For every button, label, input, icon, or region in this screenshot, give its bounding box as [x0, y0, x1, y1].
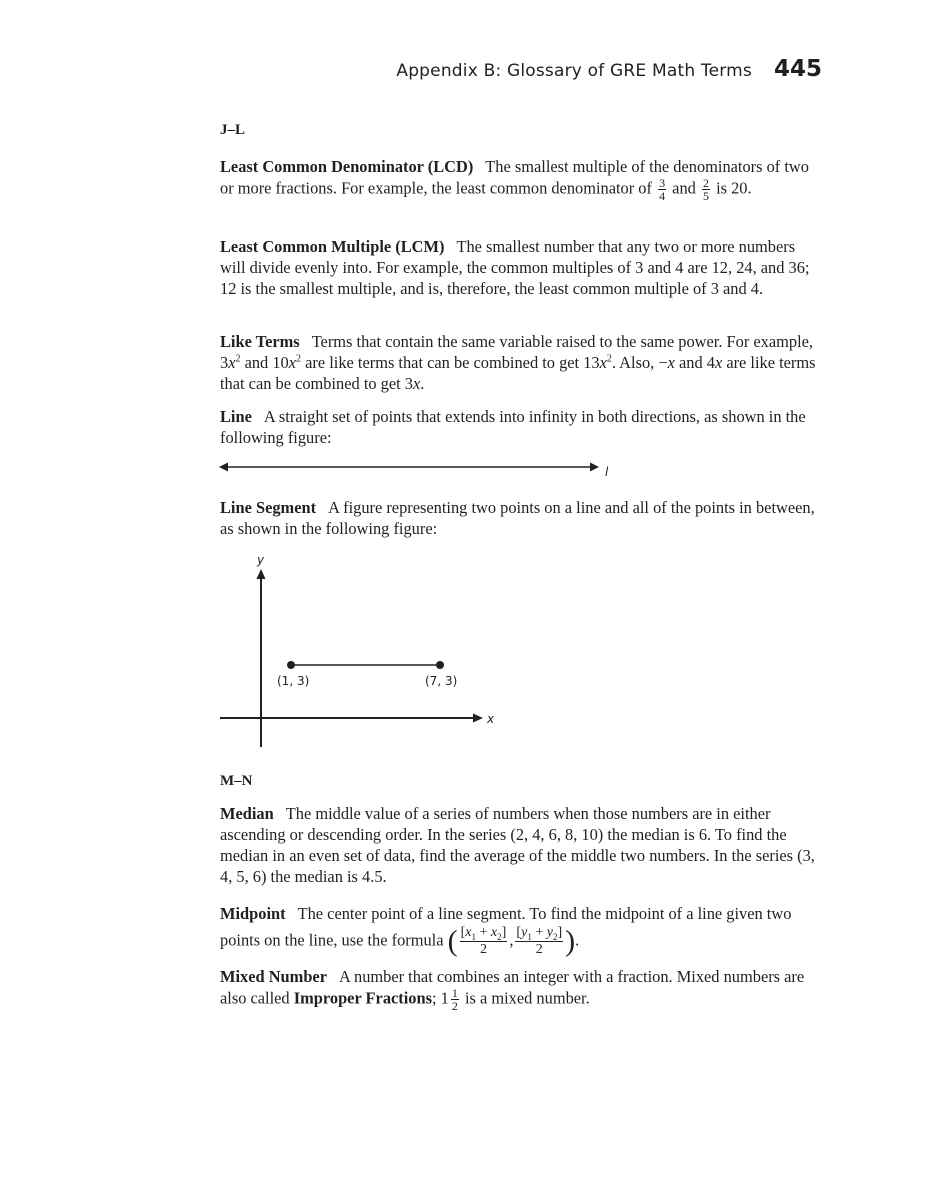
comma: ,	[509, 930, 514, 950]
fraction-x-mid	[460, 925, 508, 958]
improper-fractions: Improper Fractions	[293, 988, 432, 1008]
entry-like-terms	[220, 331, 822, 394]
term-like-terms: Like Terms	[220, 332, 300, 351]
endpoint-2-label: (7, 3)	[425, 674, 458, 688]
frac-den: 2	[479, 942, 487, 957]
frac-den: 5	[702, 189, 709, 203]
x-axis-label: x	[487, 712, 495, 726]
subscript: 2	[497, 931, 502, 942]
mixed-text-b: ; 1	[432, 988, 449, 1008]
mixed-text-c: is a mixed number.	[460, 988, 590, 1008]
like-text: are like terms that can be combined to get 13	[301, 353, 600, 372]
entry-midpoint	[220, 902, 822, 958]
var-x: x	[599, 353, 607, 372]
page-number: 445	[773, 56, 822, 82]
line-label: l	[605, 465, 609, 479]
fraction-1-2	[451, 987, 459, 1012]
y-arrowhead	[257, 569, 266, 579]
var-x: x	[288, 353, 297, 372]
var-x2: x	[490, 925, 498, 940]
plus: +	[531, 925, 547, 940]
section-heading-mn: M–N	[220, 773, 253, 789]
subscript: 2	[552, 931, 558, 942]
entry-lcm	[220, 236, 822, 299]
x-arrowhead	[473, 714, 483, 723]
bracket: [	[516, 925, 522, 940]
term-midpoint: Midpoint	[220, 904, 286, 923]
like-text: .	[420, 374, 425, 393]
fraction-3-4	[658, 177, 666, 202]
entry-line	[220, 406, 822, 448]
frac-num: 3	[659, 176, 666, 190]
entry-median	[220, 803, 822, 887]
var-y1: y	[521, 925, 528, 940]
like-text: . Also, −	[611, 353, 668, 372]
line-segment-figure	[215, 550, 505, 755]
entry-mixed-number	[220, 966, 822, 1012]
like-text: are like terms that can be combined to get 3	[220, 353, 816, 393]
frac-den: 2	[535, 942, 543, 957]
lcd-text-b: is 20.	[716, 178, 752, 198]
subscript: 1	[471, 931, 477, 942]
subscript: 1	[527, 931, 532, 942]
fraction-y-mid	[515, 925, 563, 958]
endpoint-1-label: (1, 3)	[277, 674, 310, 688]
fraction-2-5	[702, 177, 710, 202]
exponent: 2	[296, 353, 302, 365]
line-text: A straight set of points that extends into infinity in both directions, as shown in the following figure:	[220, 407, 806, 447]
like-text: Terms that contain the same variable raised to the same power. For example, 3	[220, 332, 814, 372]
right-arrowhead	[590, 463, 599, 472]
like-text: and 10	[240, 353, 289, 372]
line-segment-text: A figure representing two points on a line and all of the points in between, as shown in the following figure:	[220, 498, 815, 538]
endpoint-2	[436, 661, 444, 669]
term-lcm: Least Common Multiple (LCM)	[220, 237, 445, 256]
bracket: [	[460, 925, 466, 940]
page-header	[396, 56, 822, 86]
term-mixed-number: Mixed Number	[220, 967, 327, 986]
var-x: x	[667, 353, 675, 372]
term-median: Median	[220, 804, 274, 823]
term-line: Line	[220, 407, 252, 426]
term-lcd: Least Common Denominator (LCD)	[220, 157, 474, 176]
lcd-text-a: The smallest multiple of the denominators of two or more fractions. For example, the least common denominator of	[220, 157, 809, 198]
lcd-and: and	[672, 178, 696, 198]
header-title: Appendix B: Glossary of GRE Math Terms	[396, 61, 752, 81]
exponent: 2	[235, 353, 241, 365]
term-line-segment: Line Segment	[220, 498, 317, 517]
frac-num	[460, 925, 508, 942]
var-x: x	[412, 374, 421, 393]
frac-num: 1	[451, 986, 458, 1000]
like-text: and 4	[674, 353, 715, 372]
line-figure	[215, 455, 625, 481]
period: .	[575, 930, 580, 950]
var-y2: y	[546, 925, 553, 940]
bracket: ]	[557, 925, 563, 940]
var-x1: x	[465, 925, 472, 940]
section-heading-jl: J–L	[220, 122, 246, 138]
lcm-text: The smallest number that any two or more numbers will divide evenly into. For example, the common multiples of 3 and 4 are 12, 24, and 36; 12 is the smallest multiple, and is, therefore, the least common multiple of 3 and 4.	[220, 237, 810, 298]
midpoint-text: The center point of a line segment. To find the midpoint of a line given two points on the line, use the formula	[220, 904, 792, 950]
entry-line-segment	[220, 497, 822, 539]
frac-den: 2	[451, 999, 458, 1013]
endpoint-1	[287, 661, 295, 669]
mixed-text-a: A number that combines an integer with a fraction. Mixed numbers are also called	[220, 967, 805, 1008]
var-x: x	[228, 353, 236, 372]
frac-num: 2	[702, 176, 709, 190]
left-arrowhead	[219, 463, 228, 472]
bracket: ]	[501, 925, 507, 940]
y-axis-label: y	[257, 553, 265, 567]
median-text: The middle value of a series of numbers when those numbers are in either ascending or descending order. In the series (2, 4, 6, 8, 10) the median is 6. To find the median in an even set of data, find the average of the middle two numbers. In the series (3, 4, 5, 6) the median is 4.5.	[220, 804, 815, 886]
open-paren: (	[447, 924, 458, 958]
close-paren: )	[565, 924, 576, 958]
frac-den: 4	[659, 189, 666, 203]
plus: +	[476, 925, 491, 940]
entry-lcd	[220, 156, 822, 202]
var-x: x	[714, 353, 723, 372]
frac-num	[515, 925, 563, 942]
exponent: 2	[606, 353, 612, 365]
